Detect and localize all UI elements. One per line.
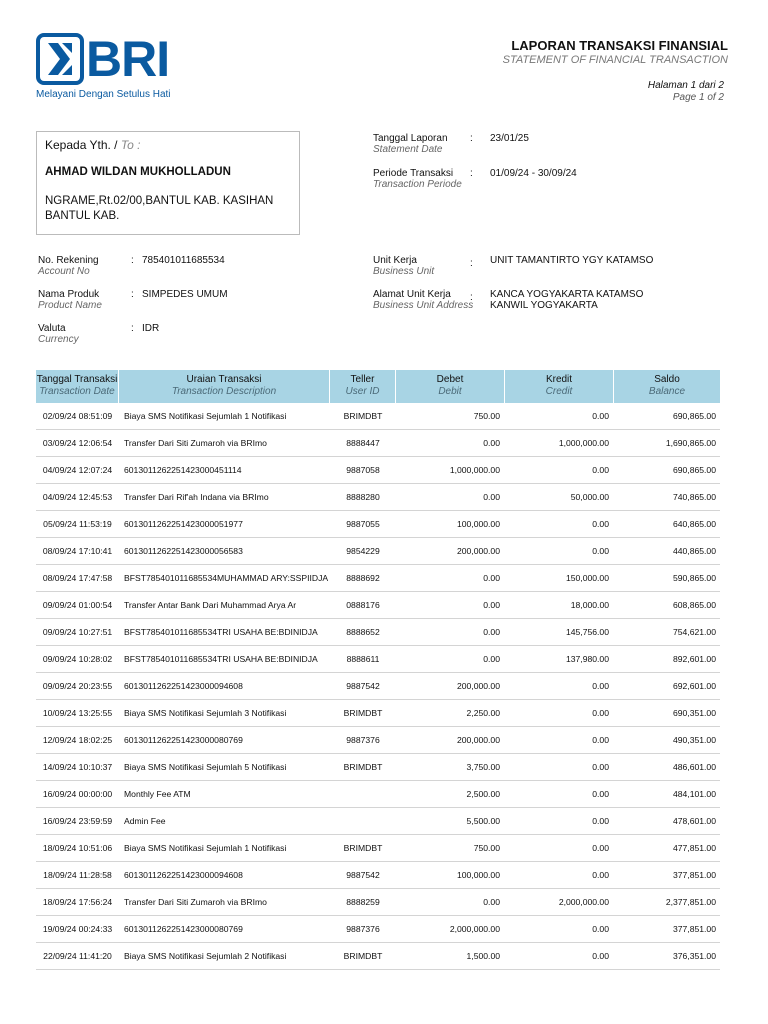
cell-debit: 750.00 xyxy=(473,411,500,421)
table-row xyxy=(36,484,720,511)
cell-balance: 377,851.00 xyxy=(672,924,716,934)
table-row xyxy=(36,862,720,889)
page-indicator-id: Halaman 1 dari 2 xyxy=(647,80,724,91)
cell-balance: 690,865.00 xyxy=(672,465,716,475)
account-number-value: 785401011685534 xyxy=(142,255,225,266)
cell-balance: 2,377,851.00 xyxy=(665,897,716,907)
product-name-value: SIMPEDES UMUM xyxy=(142,289,228,300)
cell-credit: 0.00 xyxy=(592,735,609,745)
cell-balance: 377,851.00 xyxy=(672,870,716,880)
cell-teller: 9887376 xyxy=(346,735,380,745)
transactions-table xyxy=(36,370,720,970)
cell-balance: 484,101.00 xyxy=(672,789,716,799)
business-unit-label: Unit Kerja xyxy=(373,255,417,266)
cell-debit: 2,500.00 xyxy=(466,789,500,799)
statement-date-label: Tanggal Laporan xyxy=(373,133,448,144)
header-label-en: User ID xyxy=(345,386,380,397)
document-subtitle: STATEMENT OF FINANCIAL TRANSACTION xyxy=(502,54,728,66)
header-transaction-date xyxy=(36,370,119,403)
cell-credit: 0.00 xyxy=(592,816,609,826)
cell-credit: 0.00 xyxy=(592,681,609,691)
cell-debit: 200,000.00 xyxy=(456,546,500,556)
cell-balance: 754,621.00 xyxy=(672,627,716,637)
cell-credit: 0.00 xyxy=(592,843,609,853)
transaction-period-label: Periode Transaksi xyxy=(373,168,454,179)
cell-transaction-date: 16/09/24 23:59:59 xyxy=(42,816,113,826)
recipient-to-label xyxy=(45,138,291,152)
table-row xyxy=(36,781,720,808)
cell-transaction-date: 18/09/24 10:51:06 xyxy=(42,843,113,853)
cell-transaction-description: 6013011262251423000080769 xyxy=(124,924,243,934)
cell-transaction-date: 09/09/24 01:00:54 xyxy=(42,600,113,610)
table-body xyxy=(36,403,720,970)
cell-teller: BRIMDBT xyxy=(343,708,383,718)
business-unit-address-field xyxy=(373,289,733,311)
cell-credit: 150,000.00 xyxy=(565,573,609,583)
cell-transaction-date: 09/09/24 20:23:55 xyxy=(42,681,113,691)
bri-logo-icon xyxy=(36,33,84,85)
cell-debit: 5,500.00 xyxy=(466,816,500,826)
business-unit-address-line1: KANCA YOGYAKARTA KATAMSO xyxy=(490,289,644,300)
cell-balance: 690,351.00 xyxy=(672,708,716,718)
logo-tagline: Melayani Dengan Setulus Hati xyxy=(36,89,171,100)
header-label-en: Transaction Description xyxy=(171,386,277,397)
cell-transaction-description: Transfer Antar Bank Dari Muhammad Arya Ar xyxy=(124,600,297,610)
cell-transaction-description: Transfer Dari Rif'ah Indana via BRImo xyxy=(124,492,269,502)
cell-credit: 0.00 xyxy=(592,546,609,556)
cell-balance: 608,865.00 xyxy=(672,600,716,610)
cell-credit: 0.00 xyxy=(592,762,609,772)
cell-balance: 1,690,865.00 xyxy=(665,438,716,448)
cell-transaction-description: Biaya SMS Notifikasi Sejumlah 2 Notifikasi xyxy=(124,951,287,961)
header-label: Tanggal Transaksi xyxy=(36,374,118,385)
cell-teller: 8888692 xyxy=(346,573,380,583)
cell-debit: 200,000.00 xyxy=(456,735,500,745)
cell-transaction-description: 6013011262251423000051977 xyxy=(124,519,243,529)
cell-balance: 376,351.00 xyxy=(672,951,716,961)
cell-teller: BRIMDBT xyxy=(343,411,383,421)
page-indicator xyxy=(648,80,724,104)
cell-transaction-description: 6013011262251423000080769 xyxy=(124,735,243,745)
cell-teller: 9887542 xyxy=(346,870,380,880)
cell-debit: 0.00 xyxy=(483,897,500,907)
header-label-en: Balance xyxy=(648,386,686,397)
cell-balance: 440,865.00 xyxy=(672,546,716,556)
table-header xyxy=(36,370,720,403)
cell-teller: 8888259 xyxy=(346,897,380,907)
colon: : xyxy=(131,289,134,300)
table-row xyxy=(36,727,720,754)
table-row xyxy=(36,835,720,862)
to-label-id: Kepada Yth. / xyxy=(45,138,118,152)
table-row xyxy=(36,565,720,592)
cell-transaction-date: 04/09/24 12:07:24 xyxy=(42,465,113,475)
product-name-label-en: Product Name xyxy=(38,300,102,311)
header-label: Teller xyxy=(350,374,375,385)
table-row xyxy=(36,700,720,727)
cell-teller: BRIMDBT xyxy=(343,762,383,772)
table-row xyxy=(36,673,720,700)
cell-teller: 0888176 xyxy=(346,600,380,610)
cell-transaction-description: Transfer Dari Siti Zumaroh via BRImo xyxy=(124,438,267,448)
header-transaction-description xyxy=(119,370,330,403)
cell-debit: 100,000.00 xyxy=(456,870,500,880)
currency-field xyxy=(38,323,338,345)
header-label-en: Transaction Date xyxy=(39,386,115,397)
cell-teller: 8888447 xyxy=(346,438,380,448)
cell-balance: 590,865.00 xyxy=(672,573,716,583)
product-name-label: Nama Produk xyxy=(38,289,100,300)
cell-transaction-date: 16/09/24 00:00:00 xyxy=(42,789,113,799)
cell-transaction-description: Biaya SMS Notifikasi Sejumlah 1 Notifikasi xyxy=(124,843,287,853)
cell-debit: 2,000,000.00 xyxy=(449,924,500,934)
header-label: Kredit xyxy=(545,374,573,385)
cell-balance: 690,865.00 xyxy=(672,411,716,421)
header-teller xyxy=(330,370,396,403)
cell-transaction-description: Biaya SMS Notifikasi Sejumlah 3 Notifikasi xyxy=(124,708,287,718)
cell-debit: 750.00 xyxy=(473,843,500,853)
table-row xyxy=(36,619,720,646)
cell-transaction-description: BFST785401011685534TRI USAHA BE:BDINIDJA xyxy=(124,654,318,664)
colon: : xyxy=(131,323,134,334)
cell-transaction-description: BFST785401011685534MUHAMMAD ARY:SSPIIDJA xyxy=(124,573,329,583)
header-label: Saldo xyxy=(654,374,680,385)
cell-credit: 2,000,000.00 xyxy=(558,897,609,907)
transaction-period-field xyxy=(373,168,733,190)
cell-transaction-description: Biaya SMS Notifikasi Sejumlah 5 Notifikasi xyxy=(124,762,287,772)
cell-debit: 1,500.00 xyxy=(466,951,500,961)
cell-transaction-date: 04/09/24 12:45:53 xyxy=(42,492,113,502)
cell-credit: 1,000,000.00 xyxy=(558,438,609,448)
table-row xyxy=(36,646,720,673)
cell-balance: 490,351.00 xyxy=(672,735,716,745)
statement-date-value: 23/01/25 xyxy=(490,133,529,144)
cell-transaction-date: 14/09/24 10:10:37 xyxy=(42,762,113,772)
cell-transaction-description: BFST785401011685534TRI USAHA BE:BDINIDJA xyxy=(124,627,318,637)
cell-credit: 0.00 xyxy=(592,870,609,880)
table-row xyxy=(36,430,720,457)
cell-transaction-description: Biaya SMS Notifikasi Sejumlah 1 Notifikasi xyxy=(124,411,287,421)
header-label: Debet xyxy=(436,374,464,385)
account-number-field xyxy=(38,255,338,277)
recipient-name: AHMAD WILDAN MUKHOLLADUN xyxy=(45,166,231,178)
business-unit-address-line2: KANWIL YOGYAKARTA xyxy=(490,300,598,311)
business-unit-address-label-en: Business Unit Address xyxy=(373,300,474,311)
cell-debit: 0.00 xyxy=(483,438,500,448)
cell-teller: 8888280 xyxy=(346,492,380,502)
account-number-label-en: Account No xyxy=(38,266,90,277)
cell-transaction-description: 6013011262251423000451114 xyxy=(124,465,242,475)
cell-teller: 8888652 xyxy=(346,627,380,637)
table-row xyxy=(36,754,720,781)
cell-transaction-date: 10/09/24 13:25:55 xyxy=(42,708,113,718)
cell-debit: 1,000,000.00 xyxy=(449,465,500,475)
cell-credit: 0.00 xyxy=(592,924,609,934)
recipient-address: NGRAME,Rt.02/00,BANTUL KAB. KASIHAN BANTUL KAB. xyxy=(45,195,274,222)
header-credit xyxy=(505,370,614,403)
cell-debit: 0.00 xyxy=(483,600,500,610)
cell-balance: 640,865.00 xyxy=(672,519,716,529)
cell-credit: 0.00 xyxy=(592,708,609,718)
business-unit-address-label: Alamat Unit Kerja xyxy=(373,289,451,300)
currency-label-en: Currency xyxy=(38,334,79,345)
header-label-en: Debit xyxy=(438,386,462,397)
cell-balance: 740,865.00 xyxy=(672,492,716,502)
cell-debit: 0.00 xyxy=(483,573,500,583)
cell-credit: 0.00 xyxy=(592,465,609,475)
cell-transaction-date: 08/09/24 17:10:41 xyxy=(42,546,113,556)
table-row xyxy=(36,808,720,835)
cell-transaction-description: Admin Fee xyxy=(124,816,166,826)
header-label: Uraian Transaksi xyxy=(186,374,262,385)
cell-credit: 0.00 xyxy=(592,519,609,529)
cell-transaction-description: 6013011262251423000056583 xyxy=(124,546,243,556)
bri-logo xyxy=(36,31,171,103)
cell-balance: 692,601.00 xyxy=(672,681,716,691)
colon: : xyxy=(470,258,473,269)
cell-credit: 145,756.00 xyxy=(565,627,609,637)
cell-transaction-date: 12/09/24 18:02:25 xyxy=(42,735,113,745)
transaction-period-label-en: Transaction Periode xyxy=(373,179,462,190)
cell-debit: 3,750.00 xyxy=(466,762,500,772)
document-title: LAPORAN TRANSAKSI FINANSIAL xyxy=(511,38,728,53)
cell-debit: 0.00 xyxy=(483,654,500,664)
cell-credit: 0.00 xyxy=(592,951,609,961)
cell-credit: 0.00 xyxy=(592,789,609,799)
logo-wordmark: BRI xyxy=(86,31,170,87)
cell-transaction-description: 6013011262251423000094608 xyxy=(124,681,243,691)
header-balance xyxy=(614,370,720,403)
currency-value: IDR xyxy=(142,323,160,334)
cell-transaction-date: 22/09/24 11:41:20 xyxy=(43,951,112,961)
table-row xyxy=(36,592,720,619)
cell-balance: 486,601.00 xyxy=(672,762,716,772)
colon: : xyxy=(470,168,473,179)
cell-credit: 50,000.00 xyxy=(570,492,609,502)
cell-teller: 9887376 xyxy=(346,924,380,934)
cell-credit: 137,980.00 xyxy=(565,654,609,664)
cell-transaction-date: 18/09/24 17:56:24 xyxy=(42,897,113,907)
table-row xyxy=(36,916,720,943)
product-name-field xyxy=(38,289,338,311)
header-label-en: Credit xyxy=(545,386,573,397)
table-row xyxy=(36,403,720,430)
colon: : xyxy=(131,255,134,266)
table-row xyxy=(36,457,720,484)
cell-credit: 18,000.00 xyxy=(570,600,609,610)
cell-transaction-description: 6013011262251423000094608 xyxy=(124,870,243,880)
colon: : xyxy=(470,292,473,303)
cell-teller: BRIMDBT xyxy=(343,843,383,853)
cell-teller: BRIMDBT xyxy=(343,951,383,961)
recipient-box xyxy=(36,131,300,235)
cell-transaction-date: 03/09/24 12:06:54 xyxy=(42,438,113,448)
cell-teller: 9887058 xyxy=(346,465,380,475)
statement-date-field xyxy=(373,133,733,155)
colon: : xyxy=(470,133,473,144)
cell-balance: 478,601.00 xyxy=(672,816,716,826)
currency-label: Valuta xyxy=(38,323,66,334)
business-unit-label-en: Business Unit xyxy=(373,266,435,277)
cell-debit: 200,000.00 xyxy=(456,681,500,691)
cell-debit: 0.00 xyxy=(483,627,500,637)
document-title-block xyxy=(503,38,728,66)
cell-teller: 9887542 xyxy=(346,681,380,691)
business-unit-field xyxy=(373,255,733,277)
cell-transaction-date: 18/09/24 11:28:58 xyxy=(43,870,112,880)
cell-debit: 100,000.00 xyxy=(456,519,500,529)
table-row xyxy=(36,943,720,970)
cell-transaction-date: 09/09/24 10:27:51 xyxy=(42,627,113,637)
table-row xyxy=(36,889,720,916)
to-label-en: To : xyxy=(120,138,141,152)
cell-transaction-description: Transfer Dari Siti Zumaroh via BRImo xyxy=(124,897,267,907)
cell-debit: 0.00 xyxy=(483,492,500,502)
table-row xyxy=(36,511,720,538)
transaction-period-value: 01/09/24 - 30/09/24 xyxy=(490,168,577,179)
cell-transaction-date: 08/09/24 17:47:58 xyxy=(42,573,113,583)
cell-transaction-date: 19/09/24 00:24:33 xyxy=(42,924,113,934)
cell-balance: 477,851.00 xyxy=(672,843,716,853)
cell-credit: 0.00 xyxy=(592,411,609,421)
page-indicator-en: Page 1 of 2 xyxy=(672,92,724,103)
cell-transaction-date: 09/09/24 10:28:02 xyxy=(42,654,113,664)
table-row xyxy=(36,538,720,565)
cell-transaction-date: 05/09/24 11:53:19 xyxy=(43,519,112,529)
cell-balance: 892,601.00 xyxy=(672,654,716,664)
statement-date-label-en: Statement Date xyxy=(373,144,443,155)
cell-debit: 2,250.00 xyxy=(466,708,500,718)
cell-transaction-date: 02/09/24 08:51:09 xyxy=(42,411,113,421)
cell-teller: 9854229 xyxy=(346,546,380,556)
account-number-label: No. Rekening xyxy=(38,255,99,266)
header-debit xyxy=(396,370,505,403)
cell-teller: 8888611 xyxy=(346,654,380,664)
business-unit-value: UNIT TAMANTIRTO YGY KATAMSO xyxy=(490,255,654,266)
cell-transaction-description: Monthly Fee ATM xyxy=(124,789,191,799)
cell-teller: 9887055 xyxy=(346,519,380,529)
